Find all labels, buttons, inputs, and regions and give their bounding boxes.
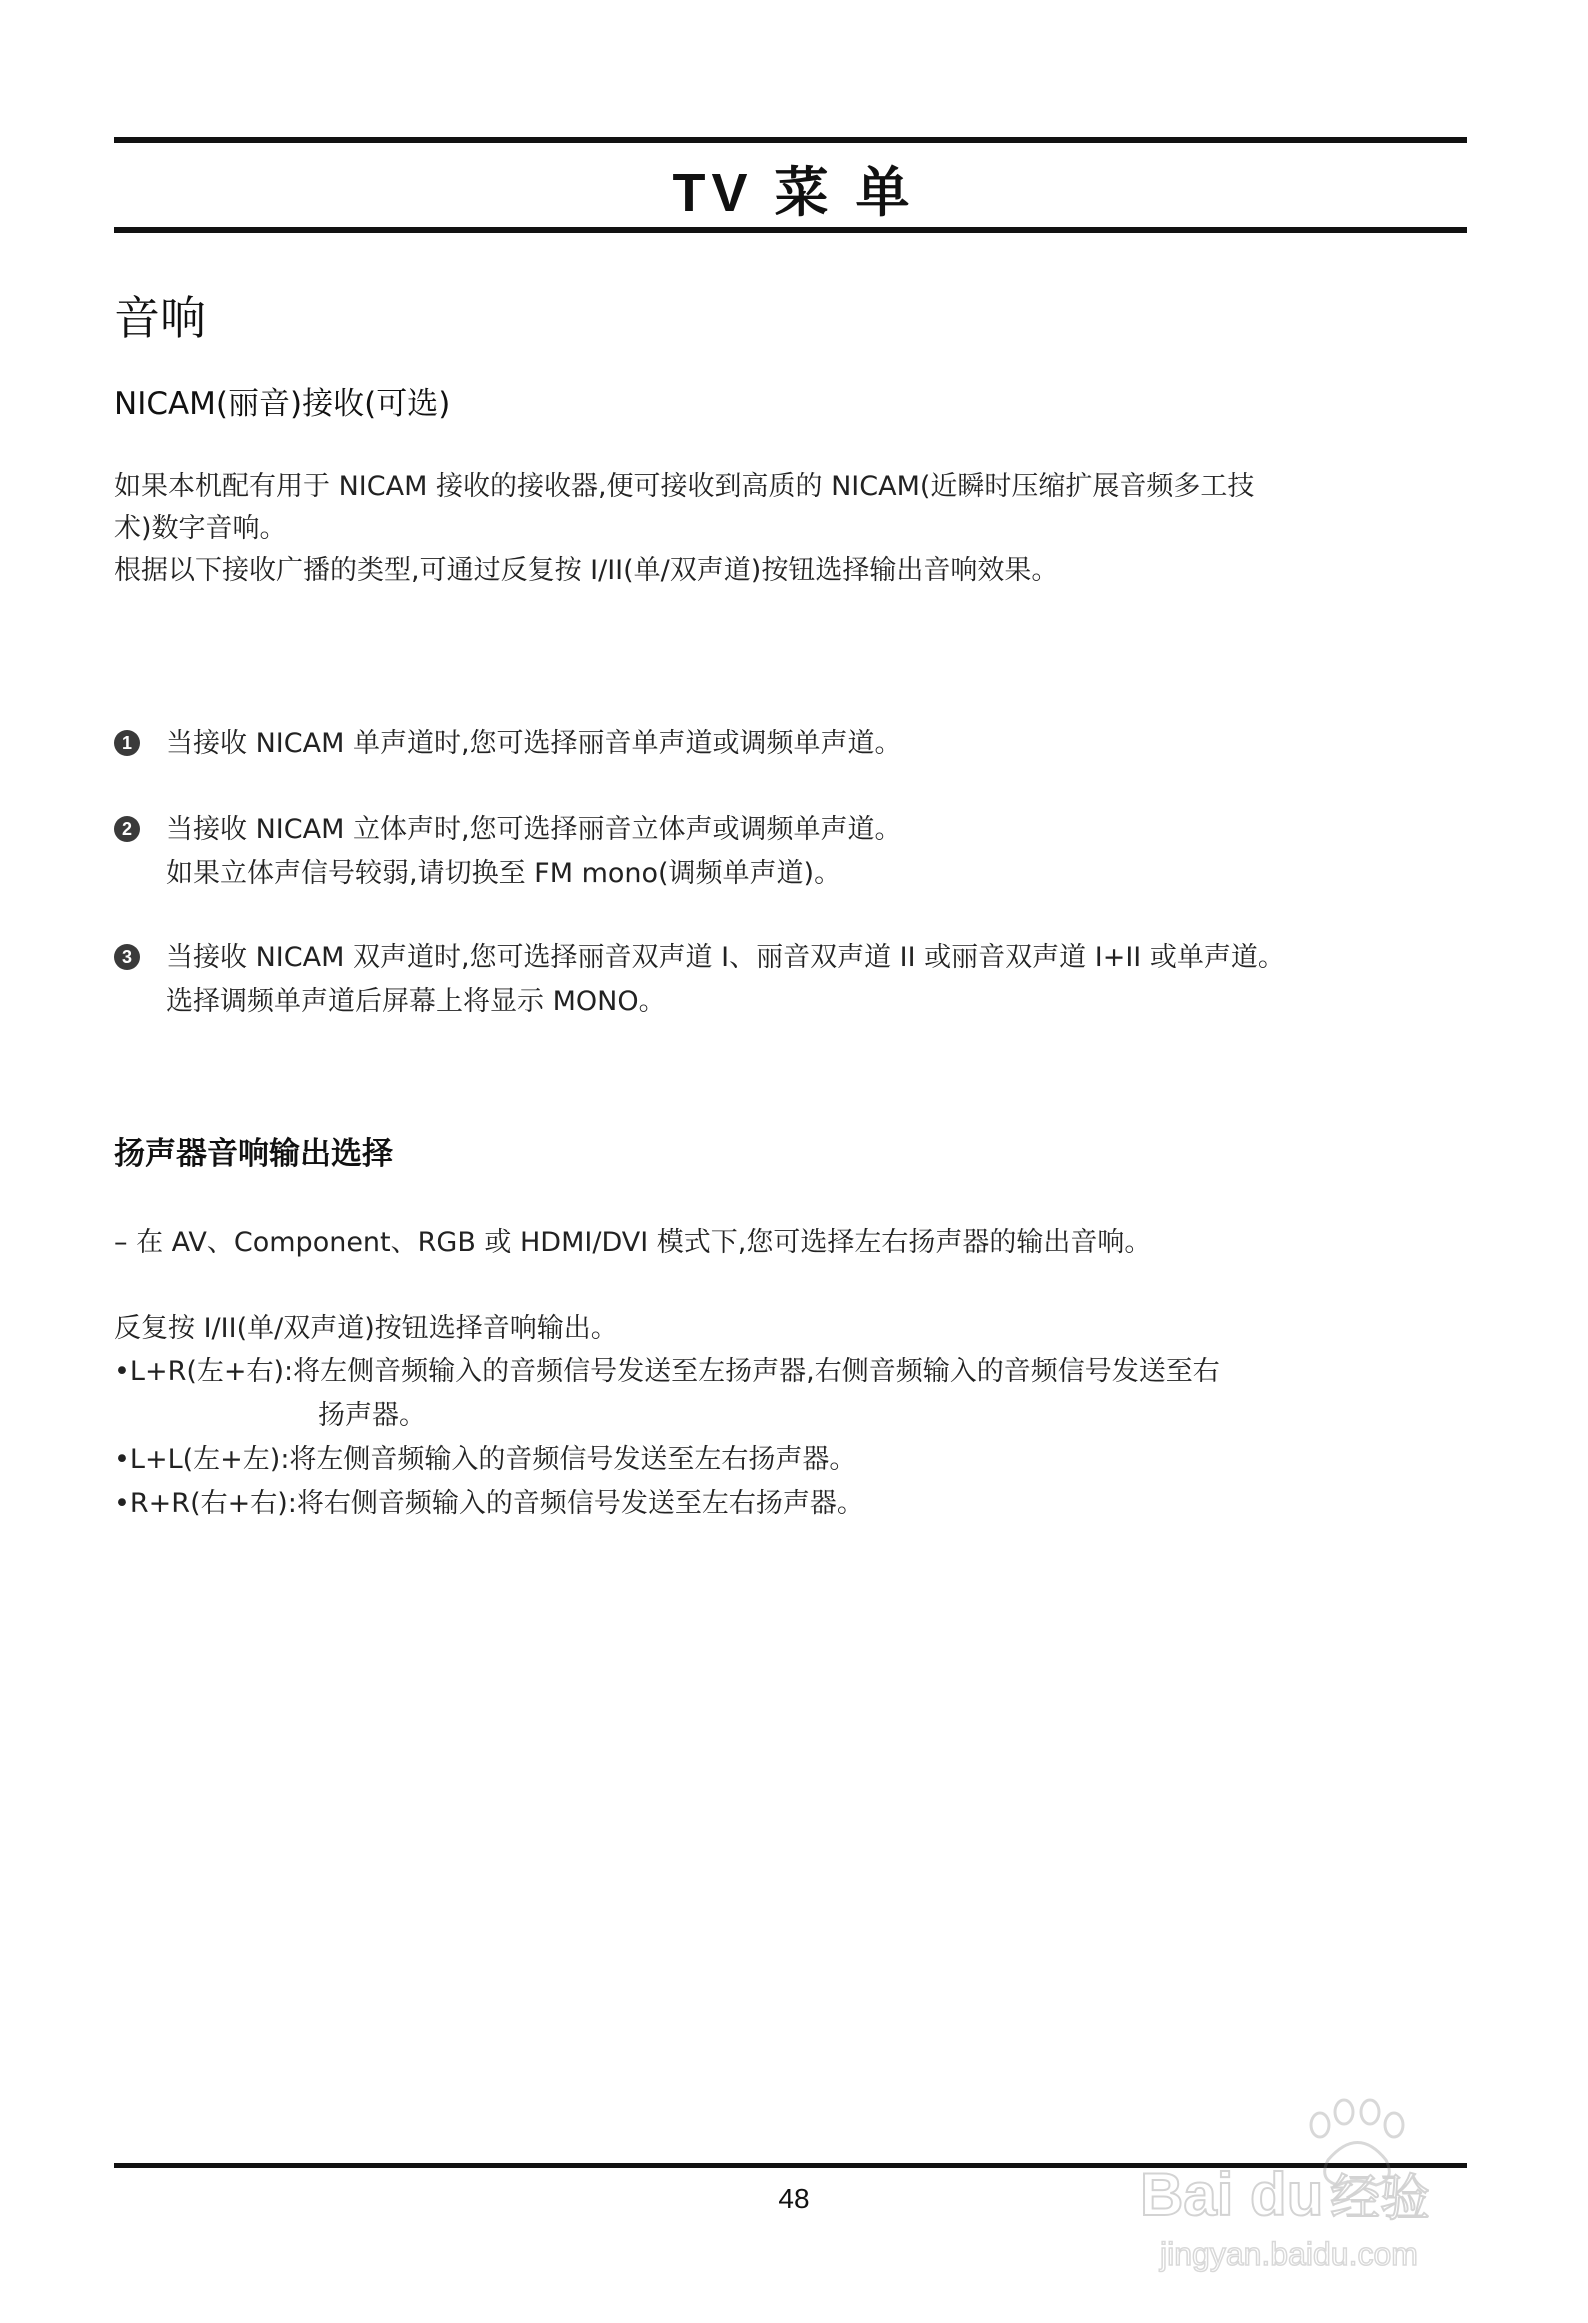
option-rr — [114, 1482, 1474, 1526]
nicam-item-stereo — [114, 808, 1494, 896]
nicam-item-mono — [114, 722, 1494, 766]
option-label: •L+R(左+右): — [114, 1356, 294, 1387]
svg-text:Bai du: Bai du — [1140, 2161, 1324, 2228]
nicam-item-dual — [114, 936, 1494, 1024]
svg-text:jingyan.baidu.com: jingyan.baidu.com — [1160, 2236, 1418, 2272]
item-line: 当接收 NICAM 双声道时,您可选择丽音双声道 I、丽音双声道 II 或丽音双声道 I+II 或单声道。 — [166, 942, 1285, 973]
nicam-intro — [114, 466, 1474, 592]
section-title: 音响 — [114, 291, 206, 345]
nicam-subtitle: NICAM(丽音)接收(可选) — [114, 386, 451, 422]
item-line: 如果立体声信号较弱,请切换至 FM mono(调频单声道)。 — [166, 858, 842, 889]
top-rule — [114, 137, 1467, 143]
number-badge-icon: 3 — [114, 944, 140, 970]
intro-line: 根据以下接收广播的类型,可通过反复按 I/II(单/双声道)按钮选择输出音响效果。 — [114, 555, 1059, 586]
item-line: 当接收 NICAM 单声道时,您可选择丽音单声道或调频单声道。 — [166, 728, 902, 759]
option-desc: 将左侧音频输入的音频信号发送至左扬声器,右侧音频输入的音频信号发送至右 — [293, 1356, 1220, 1387]
option-desc: 将左侧音频输入的音频信号发送至左右扬声器。 — [289, 1444, 857, 1475]
option-desc-cont: 扬声器。 — [318, 1400, 426, 1431]
baidu-watermark-icon — [1120, 2080, 1480, 2280]
option-desc: 将右侧音频输入的音频信号发送至左右扬声器。 — [296, 1488, 864, 1519]
page-number: 48 — [778, 2183, 810, 2214]
option-lr — [114, 1350, 1474, 1438]
page-title: TV 菜 单 — [672, 163, 916, 223]
speaker-note: – 在 AV、Component、RGB 或 HDMI/DVI 模式下,您可选择左右扬声器的输出音响。 — [114, 1227, 1152, 1258]
intro-line: 术)数字音响。 — [114, 513, 287, 544]
item-line: 当接收 NICAM 立体声时,您可选择丽音立体声或调频单声道。 — [166, 814, 902, 845]
option-ll — [114, 1438, 1474, 1482]
title-underline — [114, 227, 1467, 233]
speaker-options — [114, 1350, 1474, 1526]
speaker-subtitle: 扬声器音响输出选择 — [114, 1136, 393, 1172]
number-badge-icon: 1 — [114, 730, 140, 756]
item-line: 选择调频单声道后屏幕上将显示 MONO。 — [166, 986, 666, 1017]
svg-text:经验: 经验 — [1330, 2169, 1430, 2227]
number-badge-icon: 2 — [114, 816, 140, 842]
option-label: •L+L(左+左): — [114, 1444, 290, 1475]
speaker-howto: 反复按 I/II(单/双声道)按钮选择音响输出。 — [114, 1313, 618, 1344]
option-label: •R+R(右+右): — [114, 1488, 297, 1519]
intro-line: 如果本机配有用于 NICAM 接收的接收器,便可接收到高质的 NICAM(近瞬时压缩扩展音频多工技 — [114, 471, 1255, 502]
